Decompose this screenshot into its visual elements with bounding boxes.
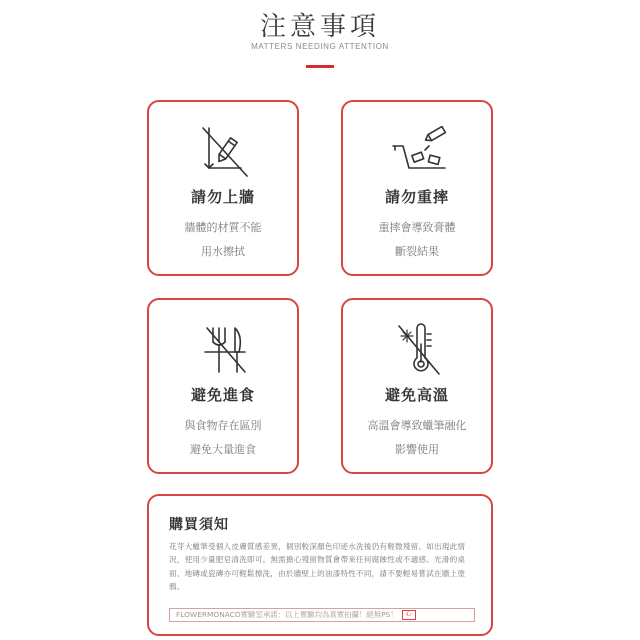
card-desc-line: 避免大量進食 xyxy=(190,443,256,456)
card-title: 避免進食 xyxy=(190,386,255,404)
card-desc-line: 重摔會導致膏體 xyxy=(378,221,456,234)
card-description xyxy=(343,414,491,462)
no-high-temperature-icon xyxy=(389,322,449,378)
card-desc-line: 牆體的材質不能 xyxy=(184,221,262,234)
no-wall-drawing-icon xyxy=(195,124,255,180)
card-no-eating xyxy=(147,298,299,474)
card-desc-line: 用水擦拭 xyxy=(201,245,245,258)
notice-footer xyxy=(169,608,475,622)
notice-body: 花芽大蠟筆受個人皮膚質感差異，個別較深顏色印迹水洗後仍有輕微殘留。如出現此情況，使用少量肥皂清洗即可。無需擔心殘留物質會帶來任何腐蝕性或不適感。光滑的桌面、地磚或瓷磚亦可輕鬆擦洗，由於牆壁上的油漆特性不同，請不要輕易嘗試在牆上塗鴉。 xyxy=(169,542,466,592)
card-no-wall xyxy=(147,100,299,276)
card-desc-line: 影響使用 xyxy=(395,443,439,456)
card-title: 請勿上牆 xyxy=(190,188,255,206)
card-desc-line: 與食物存在區別 xyxy=(184,419,262,432)
title-underline xyxy=(306,65,334,68)
card-desc-line: 高溫會導致蠟筆融化 xyxy=(367,419,467,432)
page-subtitle: MATTERS NEEDING ATTENTION xyxy=(251,42,389,51)
card-desc-line: 斷裂結果 xyxy=(395,245,439,258)
no-eating-icon xyxy=(195,322,255,378)
notice-title: 購買須知 xyxy=(169,517,229,533)
card-description xyxy=(343,216,491,264)
page-title: 注意事項 xyxy=(259,12,380,42)
footer-badge: 心 xyxy=(402,610,416,620)
purchase-notice xyxy=(147,494,493,636)
card-title: 避免高溫 xyxy=(384,386,449,404)
notice-footer-text: FLOWERMONACO實驗室承諾：以上實驗均為真實拍攝！絕無PS！ xyxy=(176,610,398,619)
card-description xyxy=(149,216,297,264)
card-description xyxy=(149,414,297,462)
header xyxy=(0,0,640,80)
no-drop-icon xyxy=(389,124,449,180)
card-title: 請勿重摔 xyxy=(384,188,449,206)
card-no-heat xyxy=(341,298,493,474)
card-no-drop xyxy=(341,100,493,276)
